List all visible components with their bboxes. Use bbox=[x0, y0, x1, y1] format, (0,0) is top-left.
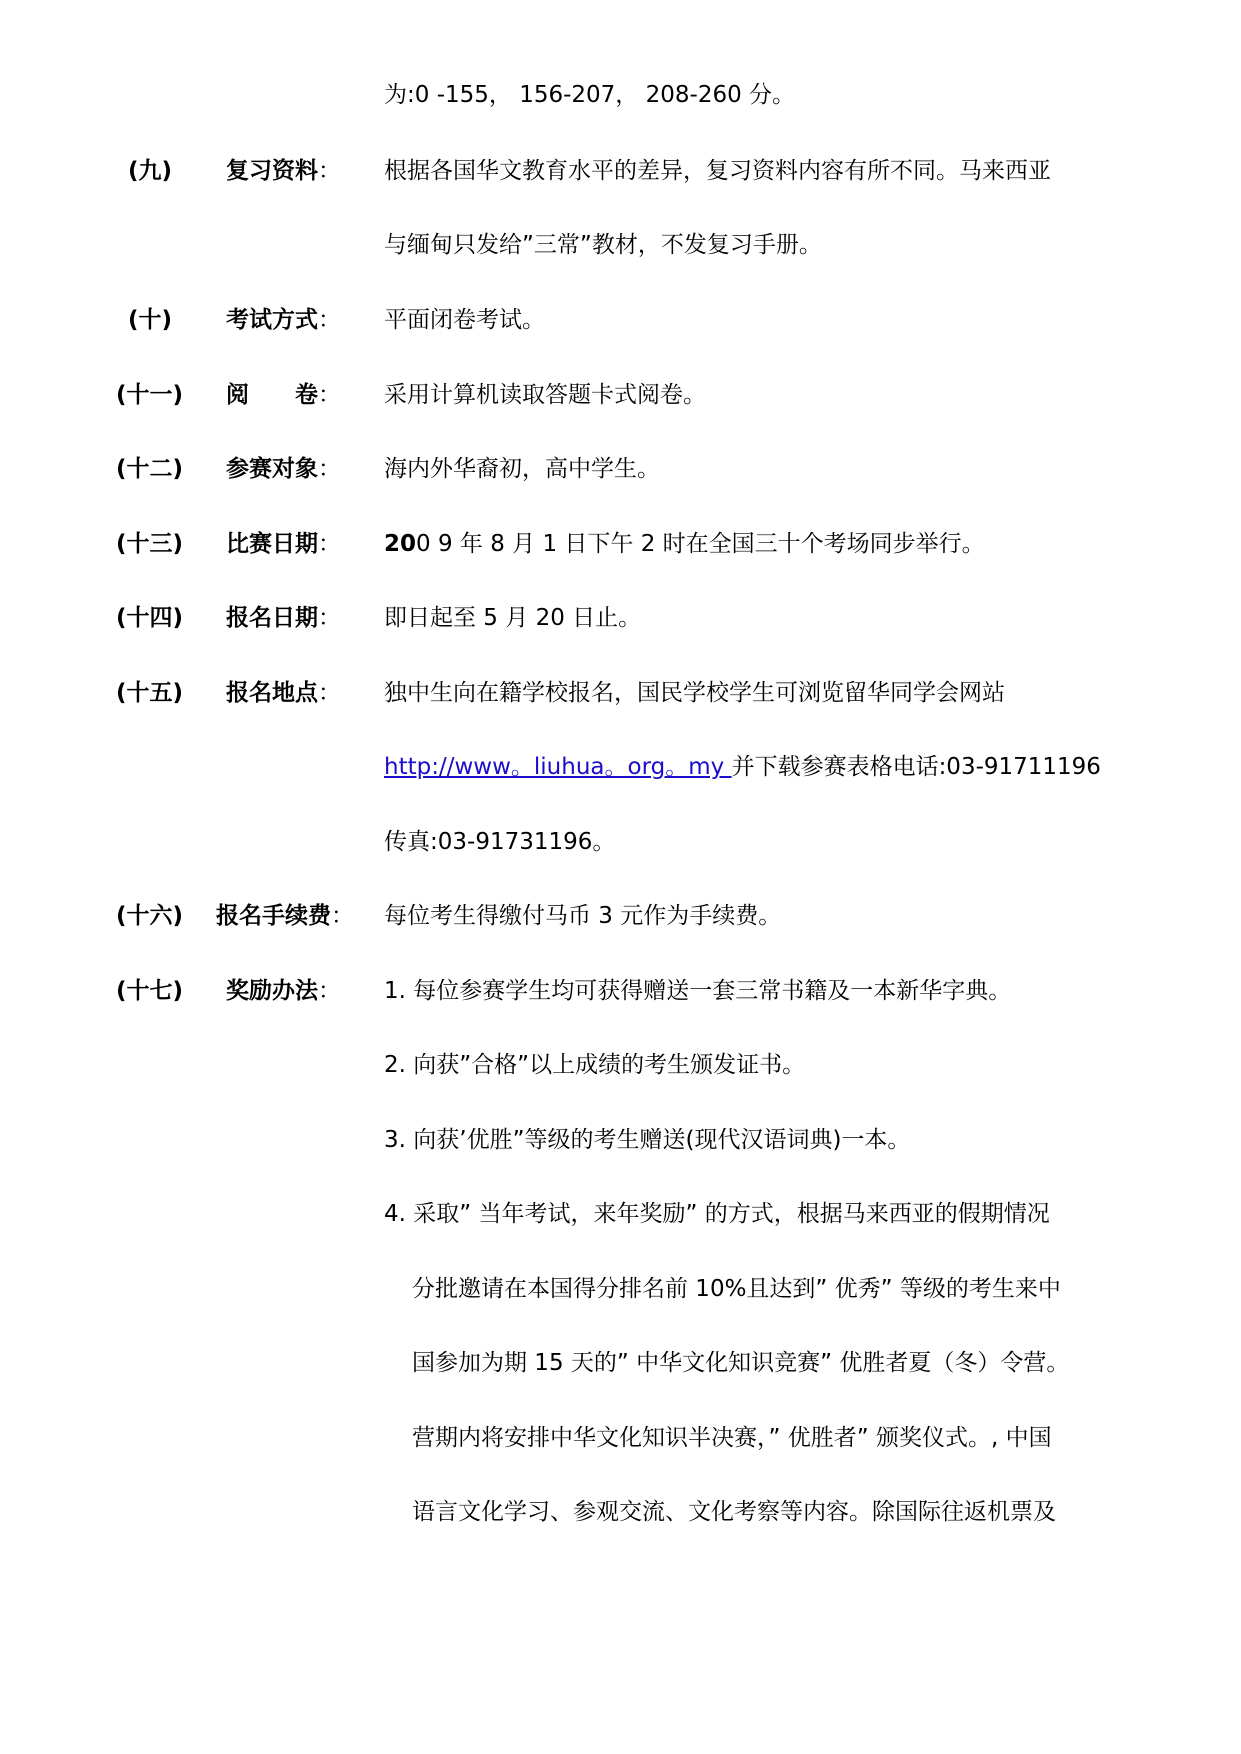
item-15-text-2: http://www。liuhua。org。my 并下载参赛表格电话:03-91711196 bbox=[384, 754, 1101, 780]
item-9-number: (九) bbox=[128, 158, 173, 184]
item-10-number: (十) bbox=[128, 307, 173, 333]
item-11-label: 阅 卷： bbox=[226, 382, 341, 408]
item-15-text-1: 独中生向在籍学校报名，国民学校学生可浏览留华同学会网站 bbox=[384, 680, 1005, 706]
item-11-number: (十一) bbox=[116, 382, 184, 408]
item-16-number: (十六) bbox=[116, 903, 184, 929]
item-15-text-3: 传真:03-91731196。 bbox=[384, 829, 616, 855]
item-15-number: (十五) bbox=[116, 680, 184, 706]
item-10-label: 考试方式： bbox=[226, 307, 341, 333]
item-17-text-7: 营期内将安排中华文化知识半决赛，” 优胜者” 颁奖仪式。, 中国 bbox=[412, 1425, 1052, 1451]
item-12-number: (十二) bbox=[116, 456, 184, 482]
item-13-number: (十三) bbox=[116, 531, 184, 557]
item-17-text-4: 4. 采取” 当年考试，来年奖励” 的方式，根据马来西亚的假期情况 bbox=[384, 1201, 1050, 1227]
item-14-text: 即日起至 5 月 20 日止。 bbox=[384, 605, 642, 631]
item-13-label: 比赛日期： bbox=[226, 531, 341, 557]
item-17-text-8: 语言文化学习、参观交流、文化考察等内容。除国际往返机票及 bbox=[412, 1499, 1056, 1525]
item-17-text-1: 1. 每位参赛学生均可获得赠送一套三常书籍及一本新华字典。 bbox=[384, 978, 1012, 1004]
item-17-text-3: 3. 向获’优胜”等级的考生赠送(现代汉语词典)一本。 bbox=[384, 1127, 911, 1153]
website-link[interactable]: http://www。liuhua。org。my bbox=[384, 754, 732, 780]
item-11-text: 采用计算机读取答题卡式阅卷。 bbox=[384, 382, 706, 408]
item-17-number: (十七) bbox=[116, 978, 184, 1004]
item-16-text: 每位考生得缴付马币 3 元作为手续费。 bbox=[384, 903, 782, 929]
item-13-year-prefix: 20 bbox=[384, 531, 417, 557]
item-14-label: 报名日期： bbox=[226, 605, 341, 631]
item-12-text: 海内外华裔初，高中学生。 bbox=[384, 456, 660, 482]
item-14-number: (十四) bbox=[116, 605, 184, 631]
item-15-label: 报名地点： bbox=[226, 680, 341, 706]
item-17-text-5: 分批邀请在本国得分排名前 10%且达到” 优秀” 等级的考生来中 bbox=[412, 1276, 1061, 1302]
item-17-label: 奖励办法： bbox=[226, 978, 341, 1004]
item-16-label: 报名手续费： bbox=[216, 903, 354, 929]
item-12-label: 参赛对象： bbox=[226, 456, 341, 482]
item-17-text-6: 国参加为期 15 天的” 中华文化知识竞赛” 优胜者夏（冬）令营。 bbox=[412, 1350, 1070, 1376]
item-9-text-2: 与缅甸只发给”三常”教材，不发复习手册。 bbox=[384, 232, 822, 258]
item-17-text-2: 2. 向获”合格”以上成绩的考生颁发证书。 bbox=[384, 1052, 806, 1078]
item-10-text: 平面闭卷考试。 bbox=[384, 307, 545, 333]
continuation-line: 为:0 -155， 156-207， 208-260 分。 bbox=[384, 82, 796, 108]
item-13-text: 200 9 年 8 月 1 日下午 2 时在全国三十个考场同步举行。 bbox=[384, 531, 985, 557]
item-9-text-1: 根据各国华文教育水平的差异，复习资料内容有所不同。马来西亚 bbox=[384, 158, 1051, 184]
item-9-label: 复习资料： bbox=[226, 158, 341, 184]
